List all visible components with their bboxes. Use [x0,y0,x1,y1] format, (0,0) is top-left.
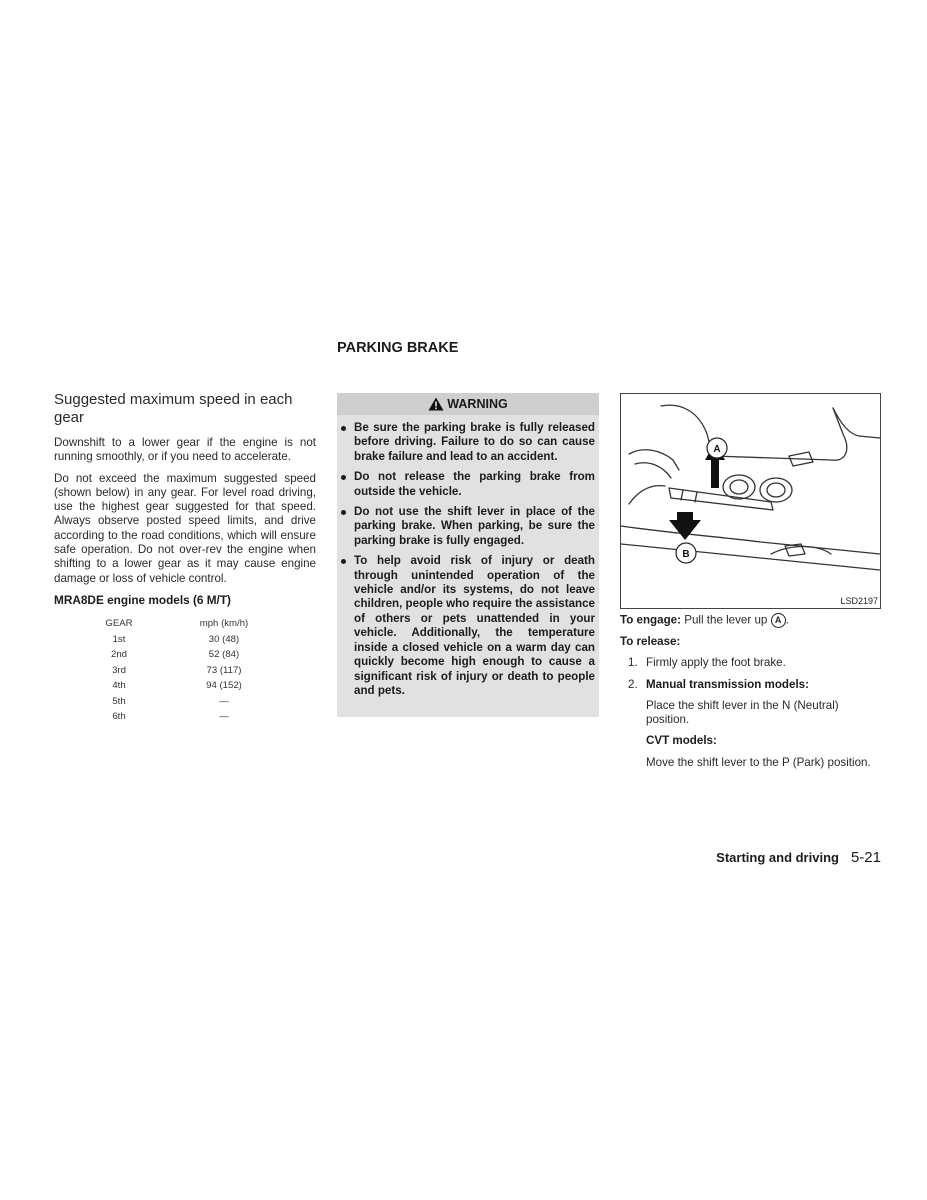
column-header-gear: GEAR [105,618,133,630]
engage-ref-badge: A [771,613,786,628]
table-row [79,662,289,678]
figure-code: LSD2197 [840,596,878,606]
warning-list [337,415,599,698]
models-heading: MRA8DE engine models (6 M/T) [54,592,231,607]
bullet-icon [341,510,346,515]
warning-item [337,505,595,548]
warning-item [337,554,595,698]
step-number: 2. [628,677,638,691]
footer-chapter-title: Starting and driving [716,850,839,865]
left-column [54,391,316,724]
step-number: 1. [628,656,638,670]
warning-item [337,421,595,464]
parking-brake-figure [620,393,881,609]
release-instructions [620,613,882,777]
label-a: A [713,444,721,455]
gear-cell: 3rd [112,664,126,676]
step-text: Firmly apply the foot brake. [646,656,786,670]
warning-title: WARNING [447,397,508,411]
speed-cell: — [219,695,229,707]
gear-cell: 5th [112,695,126,707]
warning-header [337,393,599,415]
warning-item-text: To help avoid risk of injury or death through unintended operation of the vehicle and/or its systems, do not leave children, people who require the assistance of others or pets unattended in your vehicle. Additionally, the temperature inside a closed vehicle on a warm day can quickly become high enough to cause a significant risk of injury or death to people and pets. [354,554,595,697]
gear-cell: 1st [112,633,126,645]
section-title: PARKING BRAKE [337,340,459,356]
speed-cell: — [219,711,229,723]
page-number: 5-21 [850,849,881,866]
gear-speed-table [79,616,289,725]
speed-cell: 94 (152) [206,680,242,692]
table-row [79,631,289,647]
column-header-speed: mph (km/h) [199,618,249,630]
warning-box [337,393,599,717]
table-row [79,678,289,694]
gear-cell: 6th [112,711,126,723]
release-step-1 [620,656,882,670]
label-b: B [682,549,690,560]
paragraph-max-speed: Do not exceed the maximum suggested speed (shown below) in any gear. For level road driving, use the highest gear suggested for that speed. Always observe posted speed limits, and drive according to the road conditions, which will ensure safe operation. Do not over-rev the engine when shifting to a lower gear as it may cause engine damage or loss of vehicle control. [54,471,316,585]
speed-cell: 73 (117) [206,664,242,676]
engage-label: To engage: [620,613,681,627]
speed-cell: 30 (48) [208,633,240,645]
bullet-icon [341,426,346,431]
warning-item-text: Do not use the shift lever in place of the parking brake. When parking, be sure the parking brake is fully engaged. [354,505,595,547]
subsection-heading: Suggested maximum speed in each gear [54,391,293,426]
gear-cell: 4th [112,680,126,692]
table-row [79,709,289,725]
speed-cell: 52 (84) [208,649,240,661]
table-row [79,647,289,663]
manual-instruction: Place the shift lever in the N (Neutral) position. [646,698,839,727]
warning-item [337,470,595,499]
release-label: To release: [620,635,681,648]
warning-item-text: Do not release the parking brake from outside the vehicle. [354,470,595,498]
cvt-label: CVT models: [646,734,717,748]
warning-item-text: Be sure the parking brake is fully released before driving. Failure to do so can cause brake failure and lead to an accident. [354,421,595,463]
step-label: Manual transmission models: [646,677,809,691]
release-step-2 [620,678,882,692]
table-header-row [79,616,289,632]
bullet-icon [341,475,346,480]
table-row [79,693,289,709]
engage-line: To engage: Pull the lever up A . [620,613,789,627]
engage-text: Pull the lever up [684,613,768,627]
paragraph-downshift: Downshift to a lower gear if the engine is not running smoothly, or if you need to accelerate. [54,436,316,464]
cvt-instruction: Move the shift lever to the P (Park) position. [646,755,871,769]
bullet-icon [341,559,346,564]
warning-triangle-icon [428,397,444,411]
parking-brake-illustration [621,394,880,608]
gear-cell: 2nd [110,649,127,661]
page-footer [716,849,881,866]
